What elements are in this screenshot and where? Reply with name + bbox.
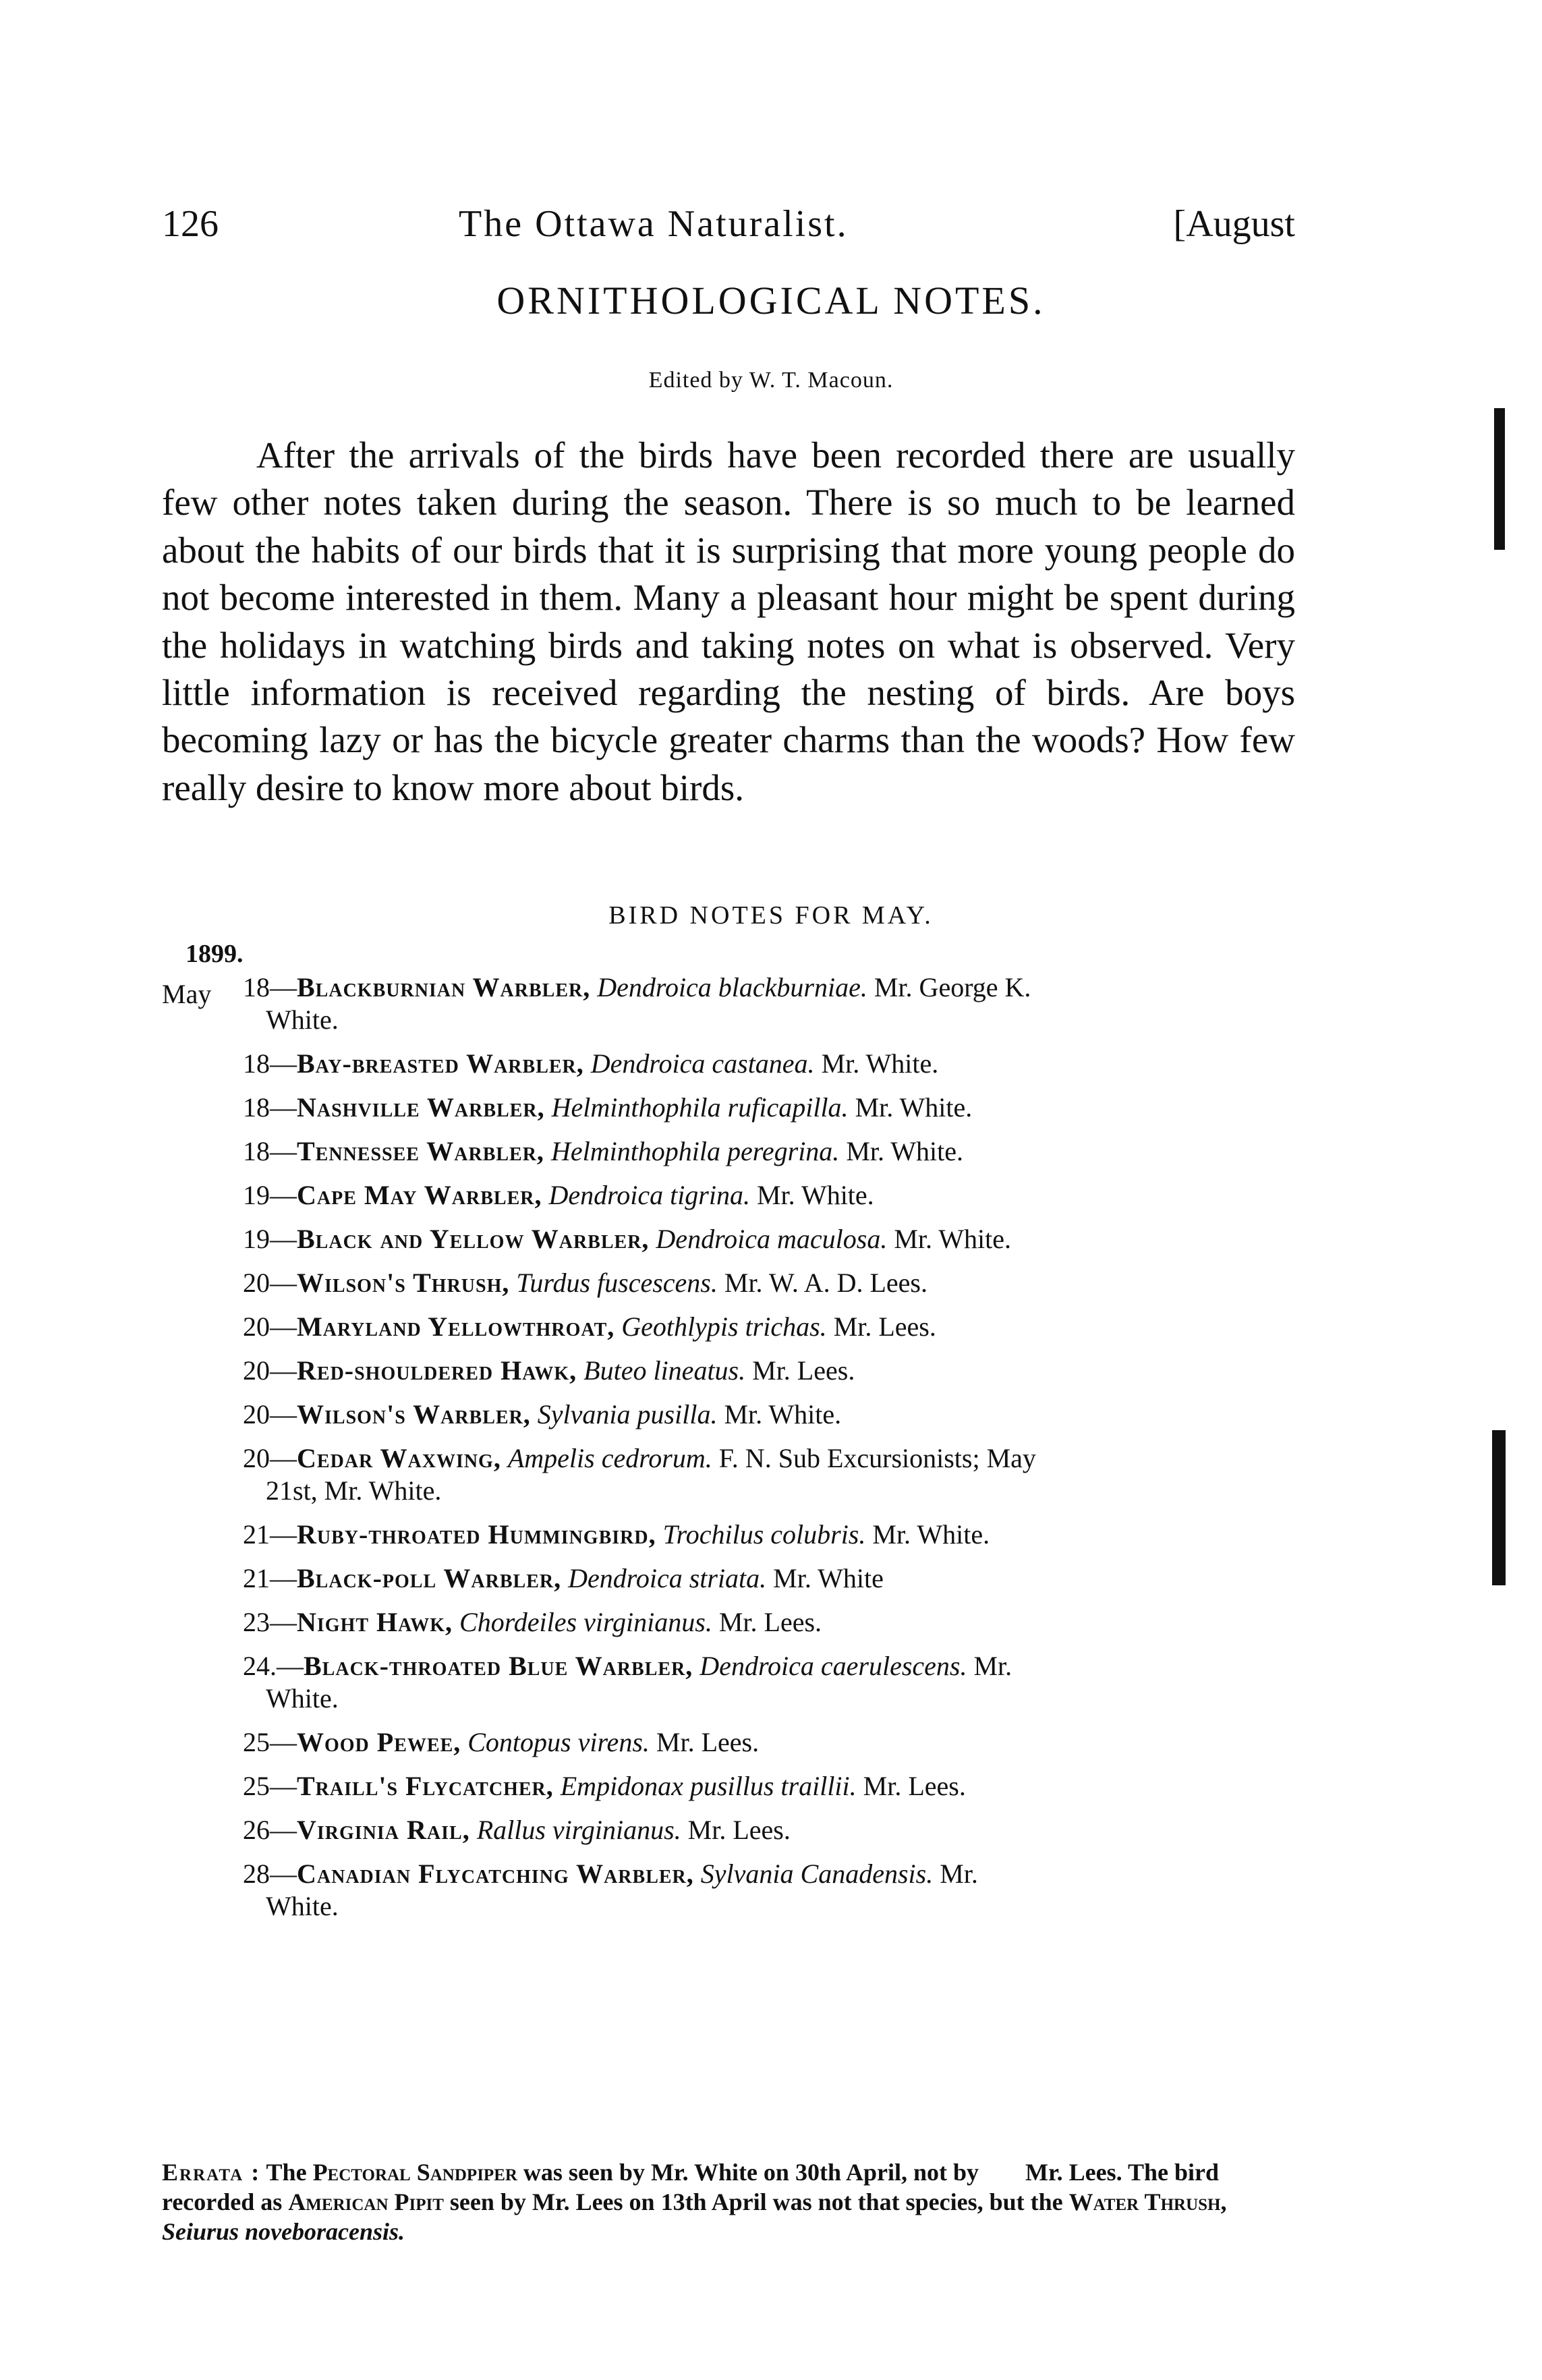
entry-common-name: Wilson's Warbler,	[297, 1399, 531, 1429]
errata-bird-name: American Pipit	[288, 2188, 444, 2215]
entry-continuation: White.	[266, 1004, 339, 1035]
entry-latin-name: Helminthophila ruficapilla.	[551, 1092, 849, 1123]
entry-observer: Mr. White.	[756, 1180, 874, 1210]
entry-day: 19	[243, 1224, 270, 1254]
entry-observer: Mr. Lees.	[752, 1355, 855, 1386]
list-item: 18—Nashville Warbler, Helminthophila ruficapilla. Mr. White.	[243, 1092, 973, 1123]
journal-title: The Ottawa Naturalist.	[459, 203, 849, 245]
entry-latin-name: Buteo lineatus.	[583, 1355, 746, 1386]
list-item: 21—Ruby-throated Hummingbird, Trochilus colubris. Mr. White.	[243, 1519, 990, 1550]
year-label: 1899.	[185, 940, 244, 968]
entry-common-name: Black and Yellow Warbler,	[297, 1224, 650, 1254]
entry-latin-name: Turdus fuscescens.	[516, 1268, 718, 1298]
month-label: May	[162, 979, 212, 1009]
entry-common-name: Blackburnian Warbler,	[297, 972, 591, 1002]
running-head	[162, 202, 1295, 256]
entry-latin-name: Contopus virens.	[467, 1727, 650, 1757]
entry-latin-name: Dendroica striata.	[568, 1563, 767, 1593]
entry-day: 20	[243, 1268, 270, 1298]
entry-observer: Mr. White.	[846, 1136, 964, 1166]
errata-bird-name: Pectoral Sandpiper	[312, 2159, 517, 2186]
entry-common-name: Maryland Yellowthroat,	[297, 1311, 615, 1342]
entry-common-name: Cape May Warbler,	[297, 1180, 542, 1210]
list-item: 19—Cape May Warbler, Dendroica tigrina. Mr. White.	[243, 1180, 874, 1210]
intro-paragraph: After the arrivals of the birds have been recorded there are usually few other notes taken during the season. There is so much to be learned about the habits of our birds that it is surprising that more young people do not become interested in them. Many a pleasant hour might be spent during the holidays in watching birds and taking notes on what is observed. Very little information is received regarding the nesting of birds. Are boys becoming lazy or has the bicycle greater charms than the woods? How few really desire to know more about birds.	[162, 434, 1295, 808]
entry-day: 28	[243, 1859, 270, 1889]
entry-continuation: White.	[266, 1683, 339, 1713]
list-item: 18—Bay-breasted Warbler, Dendroica castanea. Mr. White.	[243, 1048, 939, 1079]
entry-observer: Mr. W. A. D. Lees.	[724, 1268, 927, 1298]
errata-text: The	[266, 2159, 307, 2186]
errata-note	[162, 2157, 1295, 2246]
page-number: 126	[162, 203, 219, 245]
errata-text: was seen by Mr. White on 30th April, not by	[523, 2159, 979, 2186]
entry-day: 20	[243, 1399, 270, 1429]
entry-common-name: Ruby-throated Hummingbird,	[297, 1519, 656, 1550]
list-item: 25—Wood Pewee, Contopus virens. Mr. Lees.	[243, 1727, 760, 1757]
entry-common-name: Bay-breasted Warbler,	[297, 1048, 584, 1079]
entry-common-name: Cedar Waxwing,	[297, 1443, 501, 1473]
errata-text: April was not that species, but the	[711, 2188, 1063, 2215]
entry-common-name: Wood Pewee,	[297, 1727, 461, 1757]
entry-observer: Mr. Lees.	[718, 1607, 822, 1637]
entry-latin-name: Empidonax pusillus traillii.	[560, 1771, 857, 1801]
entry-day: 18	[243, 972, 270, 1002]
entry-latin-name: Dendroica castanea.	[590, 1048, 815, 1079]
errata-text: seen by Mr. Lees on 13th	[449, 2188, 707, 2215]
entry-continuation: 21st, Mr. White.	[266, 1475, 442, 1506]
list-item: 24.—Black-throated Blue Warbler, Dendroica caerulescens. Mr. White.	[243, 1650, 1295, 1715]
list-item: 20—Cedar Waxwing, Ampelis cedrorum. F. N. Sub Excursionists; May 21st, Mr. White.	[243, 1442, 1295, 1507]
entry-observer: Mr. White	[773, 1563, 884, 1593]
entry-common-name: Tennessee Warbler,	[297, 1136, 544, 1166]
entry-observer: F. N. Sub Excursionists; May	[718, 1443, 1036, 1473]
list-item: 21—Black-poll Warbler, Dendroica striata. Mr. White	[243, 1563, 884, 1593]
entry-observer: Mr. Lees.	[656, 1727, 760, 1757]
scan-margin-mark	[1494, 408, 1505, 550]
entry-latin-name: Trochilus colubris.	[662, 1519, 866, 1550]
list-item: 25—Traill's Flycatcher, Empidonax pusillus traillii. Mr. Lees.	[243, 1771, 966, 1801]
entry-common-name: Night Hawk,	[297, 1607, 453, 1637]
editor-line: Edited by W. T. Macoun.	[648, 368, 894, 393]
entry-common-name: Virginia Rail,	[297, 1815, 470, 1845]
entry-observer: Mr. Lees.	[687, 1815, 791, 1845]
entry-day: 23	[243, 1607, 270, 1637]
entry-observer: Mr.	[940, 1859, 978, 1889]
list-item: 26—Virginia Rail, Rallus virginianus. Mr. Lees.	[243, 1815, 791, 1845]
errata-bird-name: Water Thrush,	[1068, 2188, 1227, 2215]
entry-observer: Mr. White.	[894, 1224, 1012, 1254]
entry-day: 18	[243, 1048, 270, 1079]
entry-latin-name: Ampelis cedrorum.	[507, 1443, 712, 1473]
list-item: 19—Black and Yellow Warbler, Dendroica maculosa. Mr. White.	[243, 1224, 1012, 1254]
entry-latin-name: Sylvania pusilla.	[537, 1399, 718, 1429]
entry-observer: Mr. White.	[821, 1048, 939, 1079]
entry-day: 25	[243, 1727, 270, 1757]
entry-day: 25	[243, 1771, 270, 1801]
entry-latin-name: Helminthophila peregrina.	[550, 1136, 840, 1166]
entry-latin-name: Sylvania Canadensis.	[700, 1859, 934, 1889]
entry-latin-name: Geothlypis trichas.	[621, 1311, 827, 1342]
entry-day: 18	[243, 1092, 270, 1123]
entry-common-name: Black-throated Blue Warbler,	[304, 1651, 693, 1681]
entry-day: 18	[243, 1136, 270, 1166]
entry-observer: Mr.	[973, 1651, 1012, 1681]
entry-day: 20	[243, 1355, 270, 1386]
entry-day: 20	[243, 1311, 270, 1342]
entry-continuation: White.	[266, 1891, 339, 1921]
entry-latin-name: Chordeiles virginianus.	[459, 1607, 712, 1637]
issue-month: [August	[1173, 203, 1295, 245]
entry-day: 21	[243, 1519, 270, 1550]
list-item: 20—Red-shouldered Hawk, Buteo lineatus. Mr. Lees.	[243, 1355, 855, 1386]
entry-common-name: Nashville Warbler,	[297, 1092, 545, 1123]
entry-latin-name: Dendroica maculosa.	[656, 1224, 888, 1254]
notes-heading: BIRD NOTES FOR MAY.	[608, 901, 934, 930]
entry-day: 24.	[243, 1651, 277, 1681]
entry-common-name: Red-shouldered Hawk,	[297, 1355, 577, 1386]
scan-margin-mark	[1492, 1430, 1506, 1585]
entry-observer: Mr. White.	[855, 1092, 973, 1123]
list-item: 28—Canadian Flycatching Warbler, Sylvania Canadensis. Mr. White.	[243, 1858, 1295, 1923]
errata-text: Mr. Lees. The bird recorded as	[162, 2159, 1220, 2215]
entry-observer: Mr. White.	[724, 1399, 842, 1429]
entry-latin-name: Dendroica caerulescens.	[699, 1651, 967, 1681]
list-item: 20—Wilson's Warbler, Sylvania pusilla. Mr. White.	[243, 1399, 842, 1429]
entry-observer: Mr. Lees.	[863, 1771, 966, 1801]
entry-common-name: Black-poll Warbler,	[297, 1563, 562, 1593]
list-item: 23—Night Hawk, Chordeiles virginianus. Mr. Lees.	[243, 1607, 822, 1637]
entry-latin-name: Dendroica blackburniae.	[597, 972, 867, 1002]
section-title: ORNITHOLOGICAL NOTES.	[496, 279, 1046, 322]
entry-day: 20	[243, 1443, 270, 1473]
bird-notes-list	[243, 971, 1295, 1934]
entry-common-name: Wilson's Thrush,	[297, 1268, 510, 1298]
errata-latin-name: Seiurus noveboracensis.	[162, 2218, 405, 2245]
list-item: 20—Wilson's Thrush, Turdus fuscescens. Mr. W. A. D. Lees.	[243, 1268, 927, 1298]
entry-common-name: Canadian Flycatching Warbler,	[297, 1859, 694, 1889]
list-item: 18—Tennessee Warbler, Helminthophila peregrina. Mr. White.	[243, 1136, 964, 1166]
entry-day: 26	[243, 1815, 270, 1845]
entry-observer: Mr. George K.	[874, 972, 1031, 1002]
entry-day: 21	[243, 1563, 270, 1593]
entry-latin-name: Rallus virginianus.	[476, 1815, 681, 1845]
entry-observer: Mr. Lees.	[833, 1311, 936, 1342]
list-item: 18—Blackburnian Warbler, Dendroica blackburniae. Mr. George K. White.	[243, 971, 1295, 1036]
entry-day: 19	[243, 1180, 270, 1210]
list-item: 20—Maryland Yellowthroat, Geothlypis trichas. Mr. Lees.	[243, 1311, 936, 1342]
errata-label: Errata :	[162, 2159, 261, 2186]
entry-observer: Mr. White.	[872, 1519, 990, 1550]
entry-latin-name: Dendroica tigrina.	[548, 1180, 750, 1210]
entry-common-name: Traill's Flycatcher,	[297, 1771, 554, 1801]
